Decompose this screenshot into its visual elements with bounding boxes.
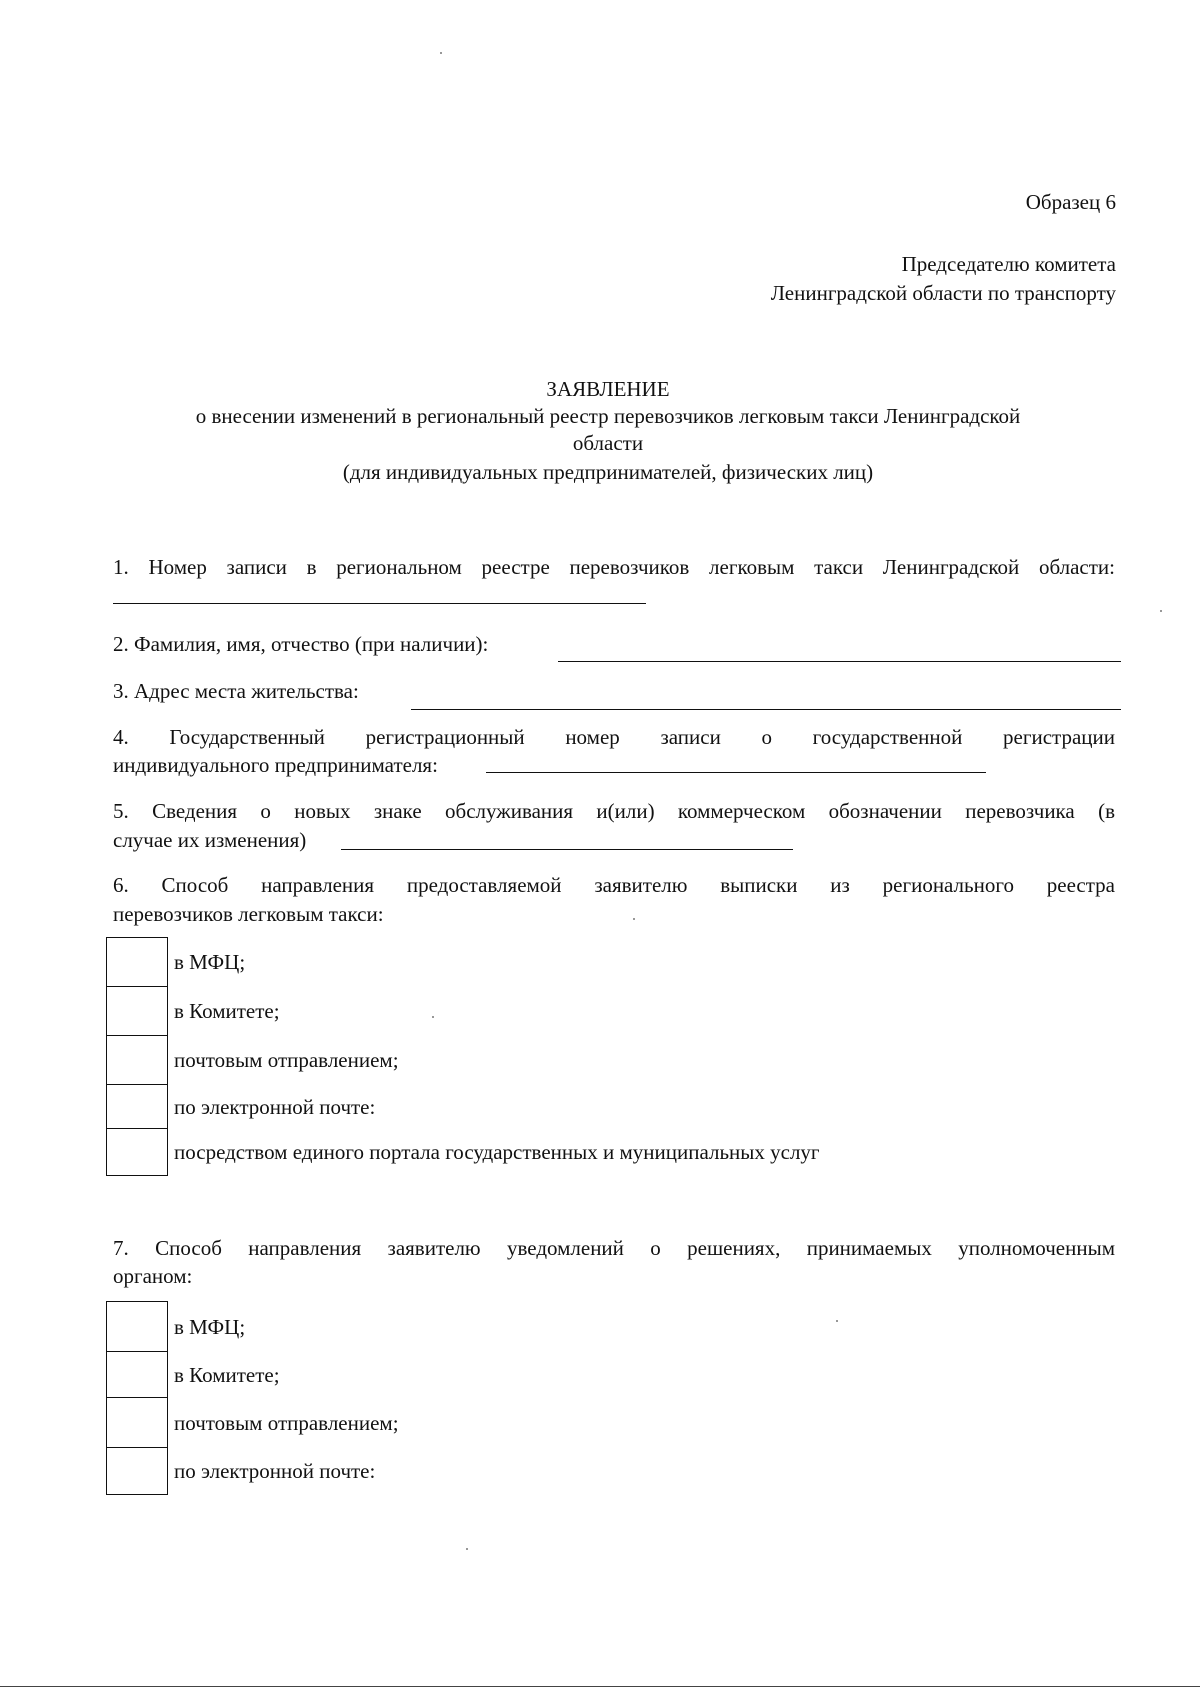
title-line-2: области xyxy=(572,431,644,455)
checkbox[interactable] xyxy=(107,1448,168,1495)
item-1-fill-line[interactable] xyxy=(113,603,646,604)
option-label: по электронной почте: xyxy=(168,1085,820,1129)
item-5-fill-line[interactable] xyxy=(341,849,793,850)
checkbox[interactable] xyxy=(107,1036,168,1085)
option-label: по электронной почте: xyxy=(168,1448,399,1495)
item-2-full-name: 2. Фамилия, имя, отчество (при наличии): xyxy=(113,632,489,656)
checkbox[interactable] xyxy=(107,987,168,1036)
item-6-line-2: перевозчиков легковым такси: xyxy=(113,902,384,926)
item-5-line-1: 5. Сведения о новых знаке обслуживания и(или) коммерческом обозначении перевозчика (в xyxy=(113,799,1115,823)
checkbox[interactable] xyxy=(107,1398,168,1448)
addressee-line-1: Председателю комитета xyxy=(901,252,1116,276)
scan-bottom-edge xyxy=(0,1686,1200,1687)
item-6-option-mfc xyxy=(107,938,820,987)
item-6-options xyxy=(106,937,820,1176)
scan-speck xyxy=(633,918,635,920)
option-label: в МФЦ; xyxy=(168,938,820,987)
item-7-option-post xyxy=(107,1398,399,1448)
option-label: в МФЦ; xyxy=(168,1302,399,1352)
sample-label: Образец 6 xyxy=(1025,190,1116,214)
item-3-address: 3. Адрес места жительства: xyxy=(113,679,359,703)
item-7-options xyxy=(106,1301,399,1495)
item-1-registry-number: 1. Номер записи в региональном реестре перевозчиков легковым такси Ленинградской области: xyxy=(113,555,1115,579)
scan-speck xyxy=(440,52,442,54)
item-5-line-2: случае их изменения) xyxy=(113,828,307,852)
item-6-option-post xyxy=(107,1036,820,1085)
scan-speck xyxy=(432,1016,434,1018)
option-label: в Комитете; xyxy=(168,987,820,1036)
document-title: ЗАЯВЛЕНИЕ xyxy=(546,377,670,401)
addressee-line-2: Ленинградской области по транспорту xyxy=(770,281,1116,305)
item-6-line-1: 6. Способ направления предоставляемой заявителю выписки из регионального реестра xyxy=(113,873,1115,897)
item-4-line-2: индивидуального предпринимателя: xyxy=(113,753,438,777)
item-7-line-2: органом: xyxy=(113,1264,193,1288)
item-4-fill-line[interactable] xyxy=(486,772,986,773)
scan-speck xyxy=(466,1548,468,1550)
scan-speck xyxy=(836,1320,838,1322)
item-3-fill-line[interactable] xyxy=(411,709,1121,710)
item-4-line-1: 4. Государственный регистрационный номер записи о государственной регистрации xyxy=(113,725,1115,749)
item-7-option-committee xyxy=(107,1352,399,1398)
option-label: в Комитете; xyxy=(168,1352,399,1398)
option-label: посредством единого портала государственных и муниципальных услуг xyxy=(168,1129,820,1176)
title-line-1: о внесении изменений в региональный реестр перевозчиков легковым такси Ленинградской xyxy=(195,404,1021,428)
item-6-option-email xyxy=(107,1085,820,1129)
scan-speck xyxy=(1160,610,1162,612)
item-7-line-1: 7. Способ направления заявителю уведомлений о решениях, принимаемых уполномоченным xyxy=(113,1236,1115,1260)
title-line-3: (для индивидуальных предпринимателей, физических лиц) xyxy=(342,460,874,484)
option-label: почтовым отправлением; xyxy=(168,1036,820,1085)
checkbox[interactable] xyxy=(107,1129,168,1176)
item-6-option-portal xyxy=(107,1129,820,1176)
item-7-option-email xyxy=(107,1448,399,1495)
item-6-option-committee xyxy=(107,987,820,1036)
checkbox[interactable] xyxy=(107,938,168,987)
checkbox[interactable] xyxy=(107,1352,168,1398)
checkbox[interactable] xyxy=(107,1302,168,1352)
option-label: почтовым отправлением; xyxy=(168,1398,399,1448)
checkbox[interactable] xyxy=(107,1085,168,1129)
item-2-fill-line[interactable] xyxy=(558,661,1121,662)
item-7-option-mfc xyxy=(107,1302,399,1352)
